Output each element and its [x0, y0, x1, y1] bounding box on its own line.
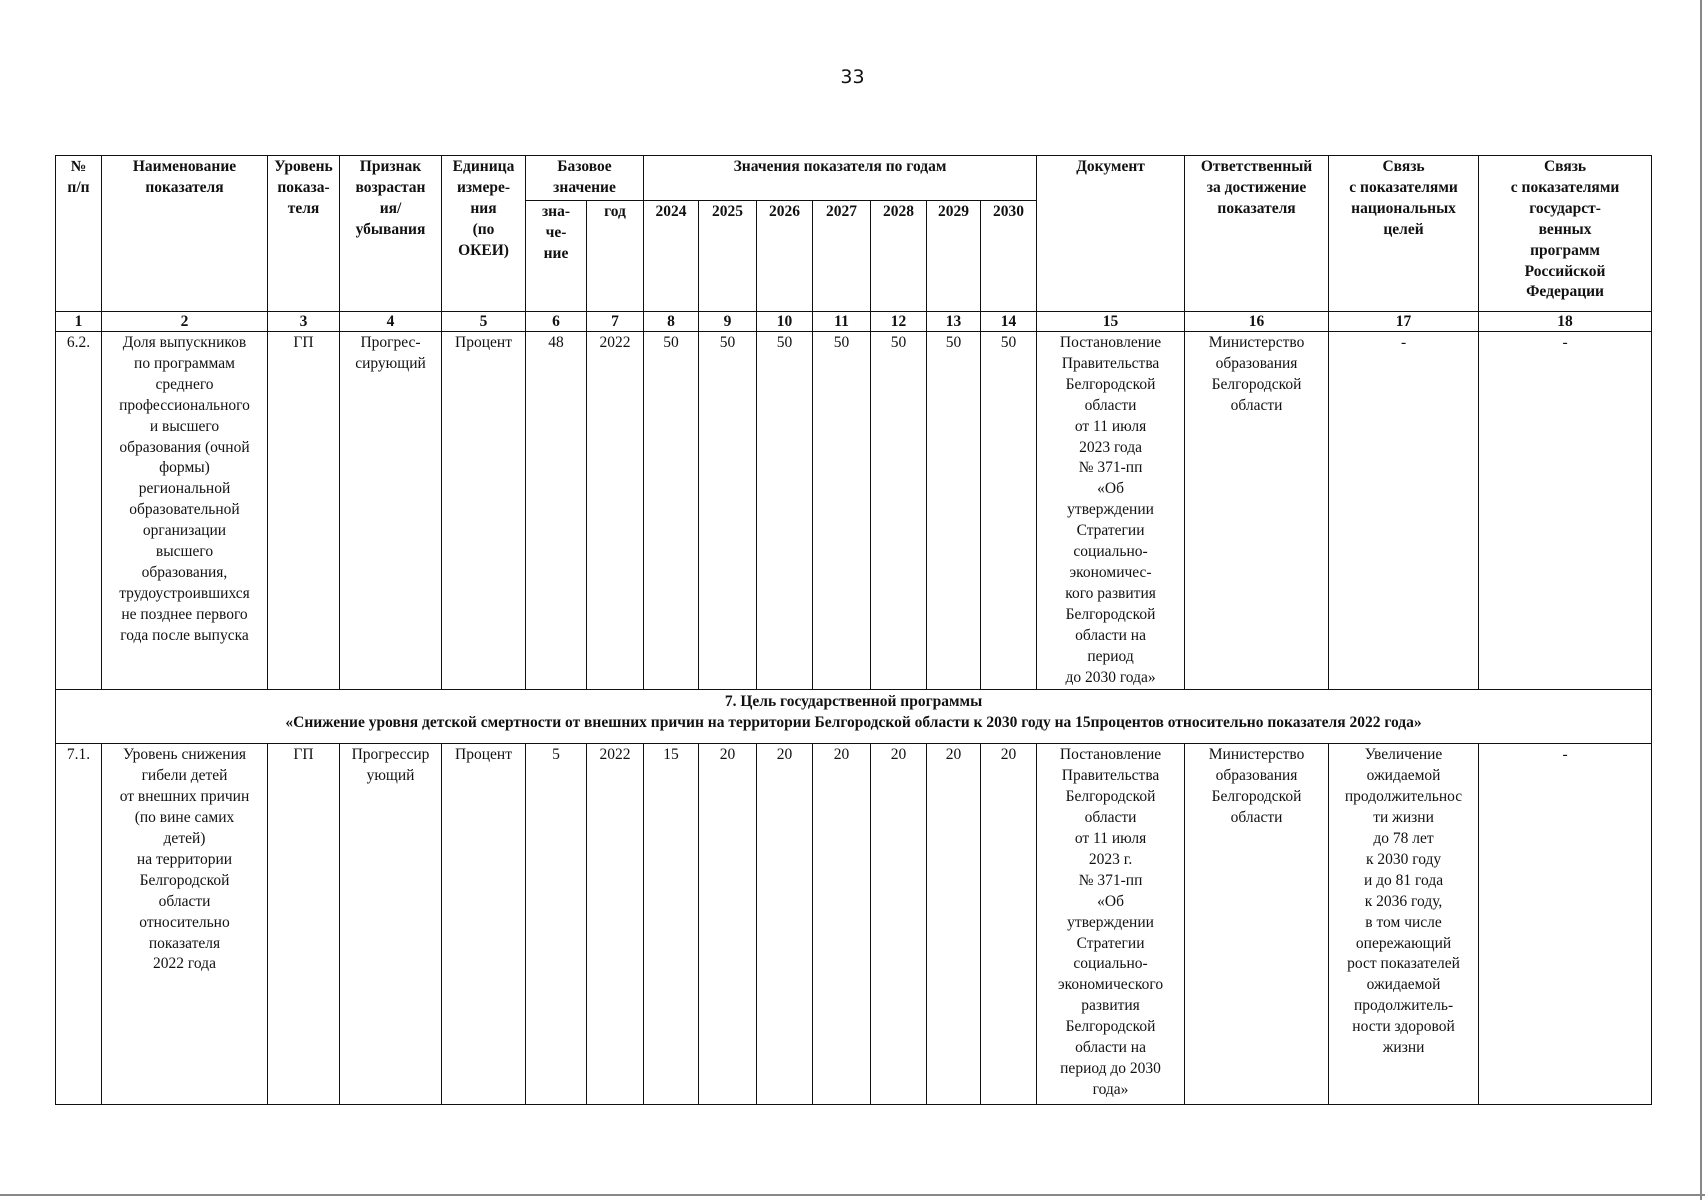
page-number: 33	[840, 66, 865, 88]
header-year: 2025	[699, 201, 757, 312]
goal-section	[56, 690, 1652, 744]
row-responsible: Министерство образования Белгородской области	[1185, 332, 1329, 690]
header-level: Уровень показа- теля	[268, 156, 340, 312]
header-document: Документ	[1037, 156, 1185, 312]
row-base-year: 2022	[587, 744, 644, 1105]
row-value: 50	[699, 332, 757, 690]
column-number: 4	[340, 312, 442, 332]
header-base-value: зна- че- ние	[526, 201, 587, 312]
header-link-programs: Связь с показателями государст- венных программ Российской Федерации	[1479, 156, 1652, 312]
row-value: 20	[981, 744, 1037, 1105]
column-number: 1	[56, 312, 102, 332]
table-row	[56, 332, 1652, 690]
row-base-value: 48	[526, 332, 587, 690]
row-trend: Прогрес- сирующий	[340, 332, 442, 690]
row-value: 50	[813, 332, 871, 690]
column-number: 17	[1329, 312, 1479, 332]
column-number: 16	[1185, 312, 1329, 332]
row-document: Постановление Правительства Белгородской области от 11 июля 2023 г. № 371-пп «Об утверждении Стратегии социально- экономического развития Белгородской области на период до 2030 года»	[1037, 744, 1185, 1105]
table-row	[56, 744, 1652, 1105]
column-number: 10	[757, 312, 813, 332]
goal-title: 7. Цель государственной программы	[724, 693, 983, 711]
header-name: Наименование показателя	[102, 156, 268, 312]
row-value: 50	[981, 332, 1037, 690]
column-number: 8	[644, 312, 699, 332]
column-number: 6	[526, 312, 587, 332]
column-number: 3	[268, 312, 340, 332]
row-link-national: -	[1329, 332, 1479, 690]
row-level: ГП	[268, 332, 340, 690]
row-num: 6.2.	[56, 332, 102, 690]
header-year: 2026	[757, 201, 813, 312]
column-number: 15	[1037, 312, 1185, 332]
header-base-year: год	[587, 201, 644, 312]
column-number: 5	[442, 312, 526, 332]
column-number: 13	[927, 312, 981, 332]
row-level: ГП	[268, 744, 340, 1105]
row-base-value: 5	[526, 744, 587, 1105]
goal-section-row	[56, 690, 1652, 744]
row-value: 50	[757, 332, 813, 690]
row-value: 20	[813, 744, 871, 1105]
header-unit: Единица измере- ния (по ОКЕИ)	[442, 156, 526, 312]
row-value: 20	[757, 744, 813, 1105]
header-responsible: Ответственный за достижение показателя	[1185, 156, 1329, 312]
row-value: 50	[871, 332, 927, 690]
row-name: Уровень снижения гибели детей от внешних причин (по вине самих детей) на территории Белгородской области относительно показателя 2022 года	[102, 744, 268, 1105]
header-trend: Признак возрастан ия/ убывания	[340, 156, 442, 312]
column-number: 18	[1479, 312, 1652, 332]
header-year: 2028	[871, 201, 927, 312]
row-document: Постановление Правительства Белгородской области от 11 июля 2023 года № 371-пп «Об утверждении Стратегии социально- экономичес- кого развития Белгородской области на период до 2030 года»	[1037, 332, 1185, 690]
header-year: 2024	[644, 201, 699, 312]
header-year: 2029	[927, 201, 981, 312]
row-value: 50	[927, 332, 981, 690]
header-year: 2027	[813, 201, 871, 312]
row-name: Доля выпускников по программам среднего профессионального и высшего образования (очной формы) региональной образовательной организации высшего образования, трудоустроившихся не позднее первого года после выпуска	[102, 332, 268, 690]
row-trend: Прогрессир ующий	[340, 744, 442, 1105]
column-number: 12	[871, 312, 927, 332]
header-base: Базовое значение	[526, 156, 644, 201]
row-unit: Процент	[442, 332, 526, 690]
header-num: № п/п	[56, 156, 102, 312]
header-year: 2030	[981, 201, 1037, 312]
row-value: 15	[644, 744, 699, 1105]
column-number: 9	[699, 312, 757, 332]
row-link-programs: -	[1479, 744, 1652, 1105]
header-years-group: Значения показателя по годам	[644, 156, 1037, 201]
scan-edge-right	[1700, 0, 1702, 1200]
row-value: 20	[871, 744, 927, 1105]
row-value: 20	[927, 744, 981, 1105]
column-number: 2	[102, 312, 268, 332]
row-link-programs: -	[1479, 332, 1652, 690]
header-link-national: Связь с показателями национальных целей	[1329, 156, 1479, 312]
row-value: 50	[644, 332, 699, 690]
goal-text: «Снижение уровня детской смертности от внешних причин на территории Белгородской области к 2030 году на 15процентов относительно показателя 2022 года»	[285, 714, 1422, 732]
header-row-1	[56, 156, 1652, 201]
column-number: 14	[981, 312, 1037, 332]
row-unit: Процент	[442, 744, 526, 1105]
row-link-national: Увеличение ожидаемой продолжительнос ти жизни до 78 лет к 2030 году и до 81 года к 2036 году, в том числе опережающий рост показателей ожидаемой продолжитель- ности здоровой жизни	[1329, 744, 1479, 1105]
scan-edge-bottom	[0, 1194, 1705, 1196]
row-value: 20	[699, 744, 757, 1105]
row-num: 7.1.	[56, 744, 102, 1105]
column-number: 11	[813, 312, 871, 332]
column-numbers-row	[56, 312, 1652, 332]
row-base-year: 2022	[587, 332, 644, 690]
indicators-table	[55, 155, 1652, 1105]
row-responsible: Министерство образования Белгородской области	[1185, 744, 1329, 1105]
column-number: 7	[587, 312, 644, 332]
